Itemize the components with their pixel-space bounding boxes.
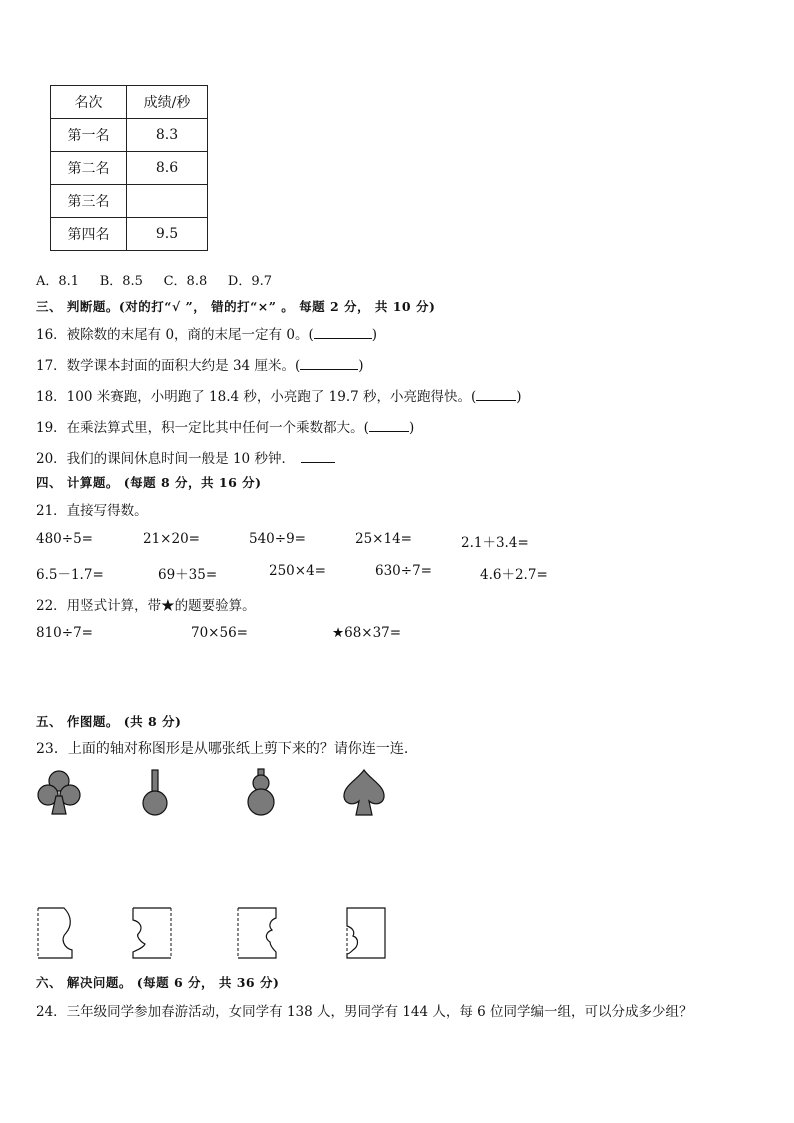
folded-paper-d[interactable]	[345, 906, 389, 960]
calc-item: 21×20=	[143, 531, 200, 547]
round-flask-icon	[138, 768, 172, 818]
table-cell: 第四名	[51, 218, 127, 251]
table-cell: 8.3	[127, 119, 208, 152]
question-18	[36, 385, 522, 405]
question-text: 18．100 米赛跑，小明跑了 18.4 秒，小亮跑了 19.7 秒，小亮跑得快。(	[36, 389, 477, 405]
folded-paper-a[interactable]	[36, 906, 80, 960]
question-close: )	[371, 327, 377, 343]
question-21: 21．直接写得数。	[36, 503, 148, 519]
table-header-cell: 名次	[51, 86, 127, 119]
question-24: 24．三年级同学参加春游活动，女同学有 138 人，男同学有 144 人，每 6 位同学编一组，可以分成多少组？	[36, 1004, 693, 1020]
calc-item: 810÷7=	[36, 625, 93, 641]
question-text: 17．数学课本封面的面积大约是 34 厘米。(	[36, 358, 301, 374]
table-cell: 第二名	[51, 152, 127, 185]
table-cell: 8.6	[127, 152, 208, 185]
answer-blank[interactable]	[301, 450, 335, 463]
score-table	[50, 85, 208, 251]
answer-blank[interactable]	[369, 419, 409, 432]
section-title-5: 五、 作图题。 (共 8 分)	[36, 714, 182, 729]
question-16	[36, 323, 377, 343]
section-title-3: 三、 判断题。(对的打“√ ”， 错的打“×” 。 每题 2 分， 共 10 分)	[36, 299, 436, 314]
answer-options: A．8.1 B．8.5 C．8.8 D．9.7	[36, 274, 272, 289]
question-text: 20．我们的课间休息时间一般是 10 秒钟．	[36, 451, 295, 467]
section-title-4: 四、 计算题。 (每题 8 分，共 16 分)	[36, 475, 262, 490]
question-23: 23．上面的轴对称图形是从哪张纸上剪下来的？请你连一连.	[36, 741, 409, 757]
gourd-icon	[243, 768, 279, 818]
section-title-6: 六、 解决问题。 (每题 6 分， 共 36 分)	[36, 975, 280, 990]
calc-item: 4.6＋2.7=	[480, 567, 548, 583]
calc-item: 250×4=	[269, 563, 326, 579]
table-cell: 第三名	[51, 185, 127, 218]
answer-blank[interactable]	[300, 357, 358, 370]
answer-blank[interactable]	[476, 388, 516, 401]
question-22: 22．用竖式计算，带★的题要验算。	[36, 598, 256, 614]
table-row	[51, 152, 208, 185]
table-cell: 第一名	[51, 119, 127, 152]
calc-item: 70×56=	[191, 625, 248, 641]
question-text: 16．被除数的末尾有 0，商的末尾一定有 0。(	[36, 327, 314, 343]
question-close: )	[516, 389, 522, 405]
calc-item: 630÷7=	[375, 563, 432, 579]
question-20	[36, 447, 335, 467]
table-cell: 9.5	[127, 218, 208, 251]
club-icon	[36, 768, 82, 816]
table-row	[51, 218, 208, 251]
calc-item: ★68×37=	[332, 625, 402, 641]
folded-paper-c[interactable]	[236, 906, 280, 960]
calc-item: 69＋35=	[158, 567, 218, 583]
table-row	[51, 119, 208, 152]
table-cell	[127, 185, 208, 218]
folded-paper-b[interactable]	[131, 906, 175, 960]
calc-item: 480÷5=	[36, 531, 93, 547]
table-header-cell: 成绩/秒	[127, 86, 208, 119]
table-row	[51, 185, 208, 218]
table-header-row	[51, 86, 208, 119]
question-17	[36, 354, 364, 374]
question-19	[36, 416, 414, 436]
calc-item: 6.5－1.7=	[36, 567, 104, 583]
question-close: )	[358, 358, 364, 374]
calc-item: 25×14=	[355, 531, 412, 547]
question-text: 19．在乘法算式里，积一定比其中任何一个乘数都大。(	[36, 420, 369, 436]
calc-item: 2.1＋3.4=	[461, 535, 529, 551]
answer-blank[interactable]	[314, 326, 372, 339]
calc-item: 540÷9=	[249, 531, 306, 547]
question-close: )	[408, 420, 415, 436]
spade-icon	[341, 768, 387, 818]
